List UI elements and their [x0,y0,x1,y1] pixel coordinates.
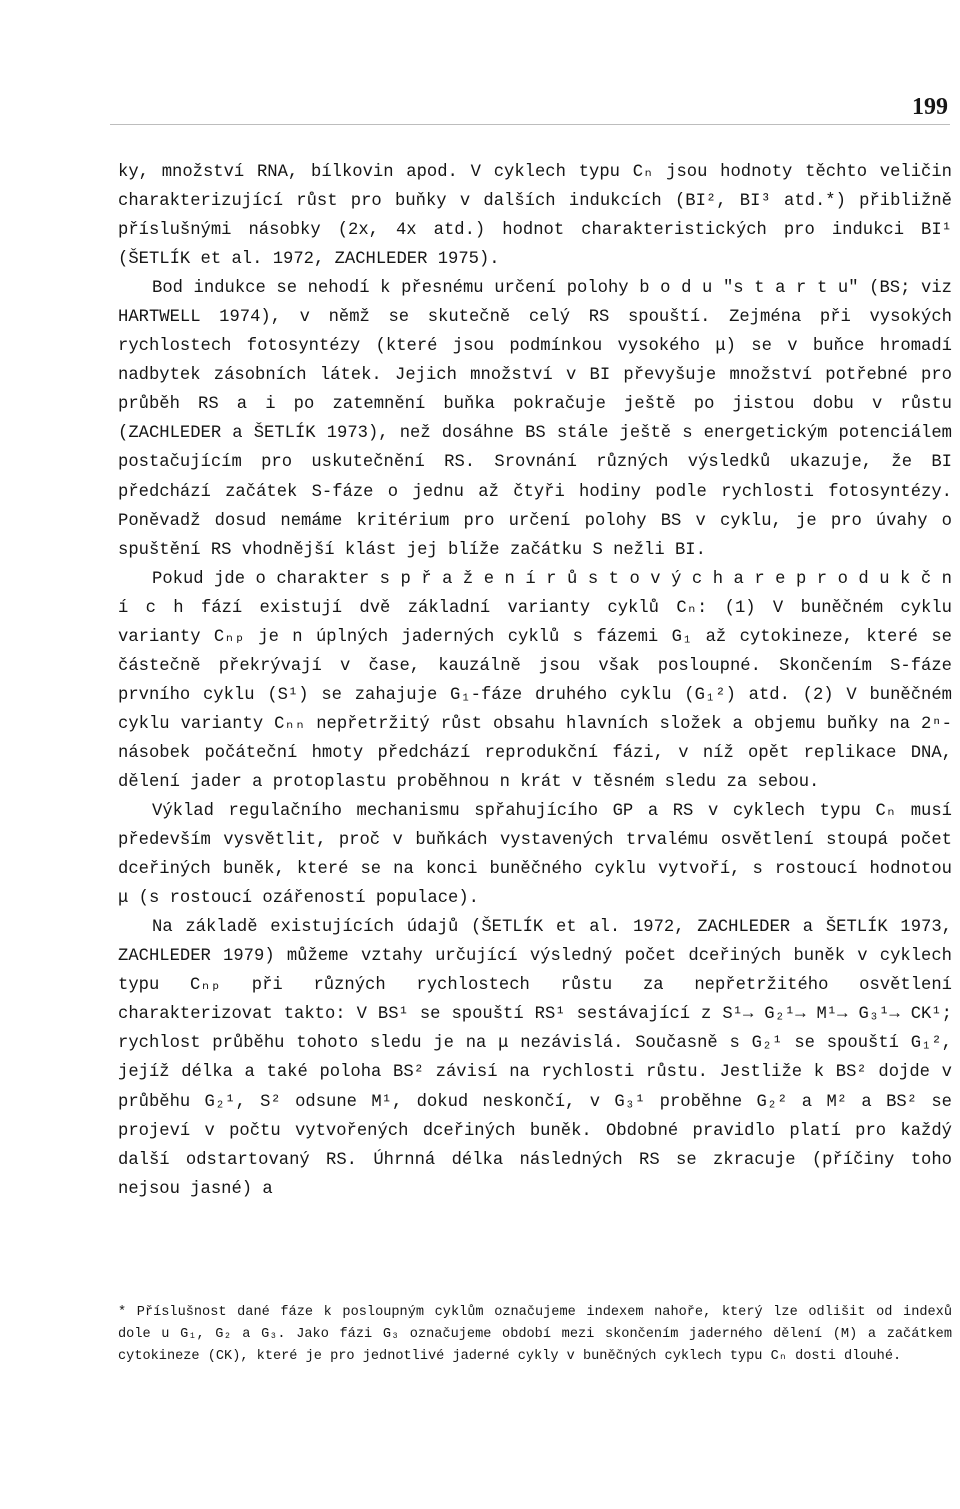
paragraph-3: Pokud jde o charakter s p ř a ž e n í r ů s t o v ý c h a r e p r o d u k č n í c h fází existují dvě základní varianty cyklů Cₙ: (1) V buněčném cyklu varianty Cₙₚ je n úplných jaderných cyklů s fázemi G₁ až cytokineze, které se částečně překrývají v čase, kauzálně jsou však posloupné. Skončením S-fáze prvního cyklu (S¹) se zahajuje G₁-fáze druhého cyklu (G₁²) atd. (2) V buněčném cyklu varianty Cₙₙ nepřetržitý růst obsahu hlavních složek a objemu buňky na 2ⁿ-násobek počáteční hmoty předchází reprodukční fázi, v níž opět replikace DNA, dělení jader a protoplastu proběhnou n krát v těsném sledu za sebou. [118,569,952,792]
paragraph-2: Bod indukce se nehodí k přesnému určení polohy b o d u "s t a r t u" (BS; viz HARTWELL 1974), v němž se skutečně celý RS spouští. Zejména při vysokých rychlostech fotosyntézy (které jsou podmínkou vysokého μ) se v buňce hromadí nadbytek zásobních látek. Jejich množství v BI převyšuje množství potřebné pro průběh RS a i po zatemnění buňka pokračuje ještě po jistou dobu v růstu (ZACHLEDER a ŠETLÍK 1973), než dosáhne BS stále ještě s energetickým potenciálem postačujícím pro uskutečnění RS. Srovnání různých výsledků ukazuje, že BI předchází začátek S-fáze o jednu až čtyři hodiny podle rychlosti fotosyntézy. Poněvadž dosud nemáme kritérium pro určení polohy BS v cyklu, je pro úvahy o spuštění RS vhodnější klást jej blíže začátku S nežli BI. [118,279,952,560]
page-number: 199 [912,94,948,120]
paragraph-5: Na základě existujících údajů (ŠETLÍK et al. 1972, ZACHLEDER a ŠETLÍK 1973, ZACHLEDER 1979) můžeme vztahy určující výsledný počet dceřiných buněk v cyklech typu Cₙₚ při různých rychlostech růstu za nepřetržitého osvětlení charakterizovat takto: V BS¹ se spouští RS¹ sestávající z S¹→ G₂¹→ M¹→ G₃¹→ CK¹; rychlost průběhu tohoto sledu je na μ nezávislá. Současně s G₂¹ se spouští G₁², jejíž délka a také poloha BS² závisí na rychlosti růstu. Jestliže k BS² dojde v průběhu G₂¹, S² odsune M¹, dokud neskončí, v G₃¹ proběhne G₂² a M² a BS² se projeví v počtu vytvořených dceřiných buněk. Obdobné pravidlo platí pro každý další odstartovaný RS. Úhrnná délka následných RS se zkracuje (příčiny toho nejsou jasné) a [118,918,952,1199]
paragraph-4: Výklad regulačního mechanismu spřahujícího GP a RS v cyklech typu Cₙ musí především vysvětlit, proč v buňkách vystavených trvalému osvětlení stoupá počet dceřiných buněk, které se na konci buněčného cyklu vytvoří, s rostoucí hodnotou μ (s rostoucí ozářeností populace). [118,802,952,909]
header-rule [110,124,950,125]
paragraph-1: ky, množství RNA, bílkovin apod. V cyklech typu Cₙ jsou hodnoty těchto veličin charakterizující růst pro buňky v dalších indukcích (BI², BI³ atd.*) přibližně příslušnými násobky (2x, 4x atd.) hodnot charakteristických pro indukci BI¹ (ŠETLÍK et al. 1972, ZACHLEDER 1975). [118,163,952,270]
footnote: * Příslušnost dané fáze k posloupným cyklům označujeme indexem nahoře, který lze odlišit od indexů dole u G₁, G₂ a G₃. Jako fázi G₃ označujeme období mezi skončením jaderného dělení (M) a začátkem cytokineze (CK), které je pro jednotlivé jaderné cykly v buněčných cyklech typu Cₙ dosti dlouhé. [118,1305,952,1364]
body-text [118,158,952,1204]
